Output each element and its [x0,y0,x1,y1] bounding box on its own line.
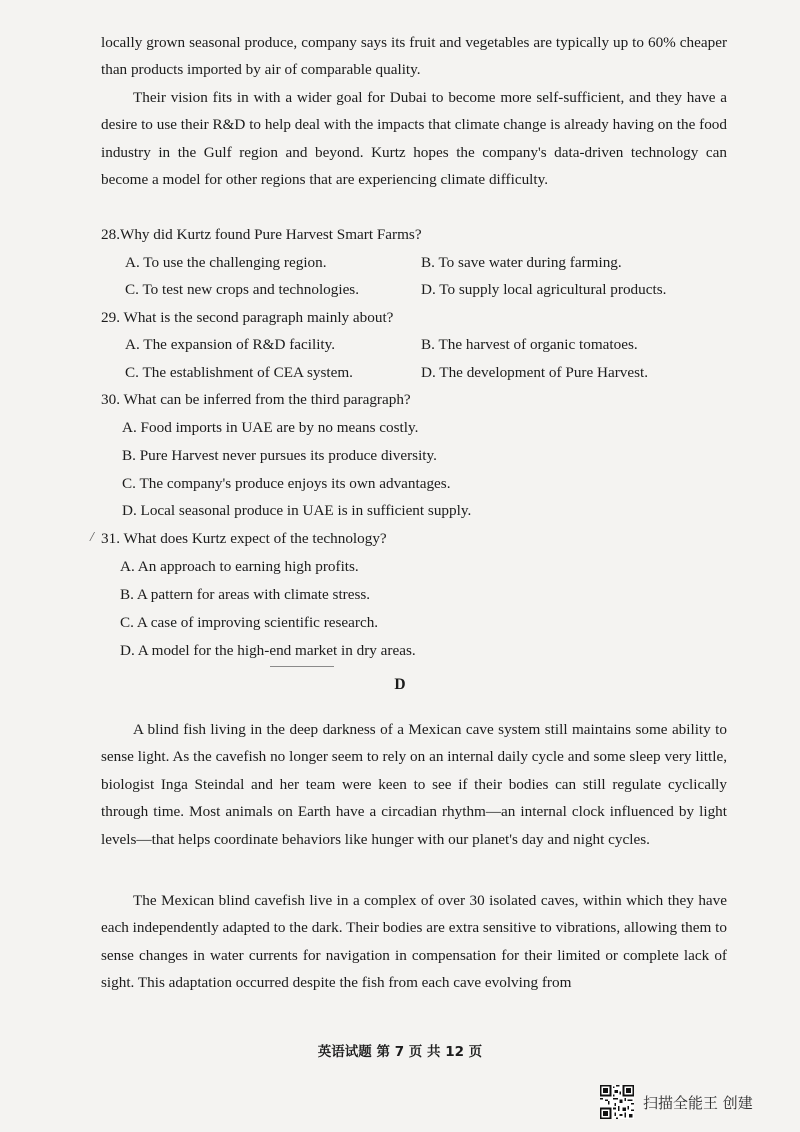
question-30-option-a: A. Food imports in UAE are by no means costly. [122,419,419,436]
question-31-option-d: D. A model for the high-end market in dry areas. [120,642,416,659]
passage-c-paragraph-end: locally grown seasonal produce, company says its fruit and vegetables are typically up to 60% cheaper than products imported by air of comparable quality. [101,34,727,79]
question-28-option-d: D. To supply local agricultural products. [421,281,667,298]
question-30-stem: 30. What can be inferred from the third paragraph? [101,391,411,408]
question-30-option-d: D. Local seasonal produce in UAE is in sufficient supply. [122,502,472,519]
margin-mark: / [90,530,94,545]
question-31-option-a: A. An approach to earning high profits. [120,558,359,575]
question-28-option-b: B. To save water during farming. [421,254,622,271]
question-29-option-a: A. The expansion of R&D facility. [125,336,336,353]
question-29-stem: 29. What is the second paragraph mainly about? [101,309,394,326]
page-footer: 英语试题 第 7 页 共 12 页 [317,1044,483,1060]
passage-d-paragraph-2: The Mexican blind cavefish live in a complex of over 30 isolated caves, within which they have each independently adapted to the dark. Their bodies are extra sensitive to vibrations, allowing them to sense changes in water currents for navigation in compensation for their limited or complete lack of sight. This adaptation occurred despite the fish from each cave evolving from [101,892,727,992]
question-31-stem: 31. What does Kurtz expect of the technology? [101,530,387,547]
passage-c-paragraph-vision: Their vision fits in with a wider goal for Dubai to become more self-sufficient, and they have a desire to use their R&D to help deal with the impacts that climate change is already having on the food industry in the Gulf region and beyond. Kurtz hopes the company's data-driven technology can become a model for other regions that are experiencing climate difficulty. [101,89,727,189]
question-29-option-d: D. The development of Pure Harvest. [421,364,649,381]
question-28-stem: 28.Why did Kurtz found Pure Harvest Smart Farms? [101,226,422,243]
question-29-option-c: C. The establishment of CEA system. [125,364,353,381]
question-30-option-c: C. The company's produce enjoys its own advantages. [122,475,451,492]
watermark-text: 扫描全能王 创建 [643,1093,753,1112]
question-29-option-b: B. The harvest of organic tomatoes. [421,336,638,353]
qr-code-icon [600,1085,634,1119]
question-31-option-c: C. A case of improving scientific research. [120,614,379,631]
question-28-option-a: A. To use the challenging region. [125,254,327,271]
section-d-heading: D [394,676,406,693]
question-28-option-c: C. To test new crops and technologies. [125,281,360,298]
question-30-option-b: B. Pure Harvest never pursues its produce diversity. [122,447,437,464]
scanner-watermark [600,1085,753,1119]
question-31-option-b: B. A pattern for areas with climate stress. [120,586,371,603]
passage-d-paragraph-1: A blind fish living in the deep darkness of a Mexican cave system still maintains some ability to sense light. As the cavefish no longer seem to rely on an internal daily cycle and some sleep very little, biologist Inga Steindal and her team were keen to see if their bodies can still regulate cyclically through time. Most animals on Earth have a circadian rhythm—an internal clock influenced by light levels—that helps coordinate behaviors like hunger with our planet's day and night cycles. [101,721,727,848]
divider-line [270,666,334,667]
